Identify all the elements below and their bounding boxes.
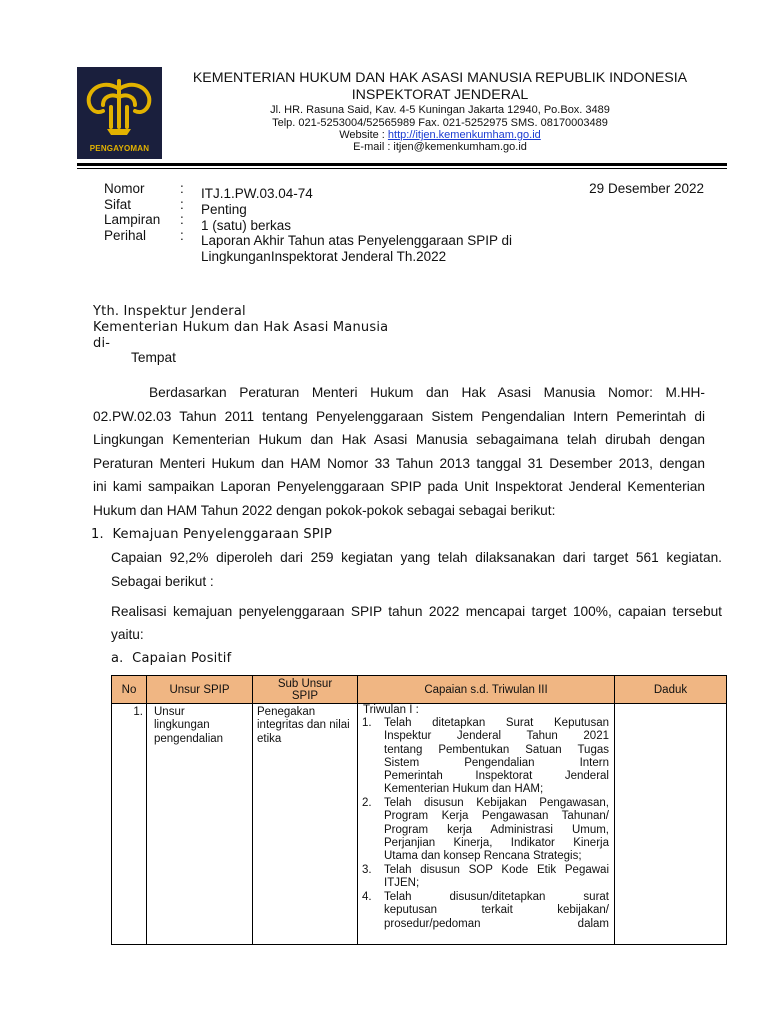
ministry-name: KEMENTERIAN HUKUM DAN HAK ASASI MANUSIA REPUBLIK INDONESIA <box>192 70 688 86</box>
sub-unsur-cell <box>257 706 357 746</box>
sifat-label: Sifat <box>104 197 132 212</box>
email-line: E-mail : itjen@kemenkumham.go.id <box>353 141 527 153</box>
letterhead-rule-thin <box>77 168 727 169</box>
item-text <box>384 797 609 863</box>
paragraph-line: ini kami sampaikan Laporan Penyelenggaraan SPIP pada Unit Inspektorat Jenderal Kementerian <box>93 479 705 495</box>
nomor-label: Nomor <box>104 181 145 196</box>
sifat-value: Penting <box>201 202 247 217</box>
nomor-value: ITJ.1.PW.03.04-74 <box>201 186 313 201</box>
perihal-label: Perihal <box>104 228 147 243</box>
colon: : <box>180 181 184 196</box>
website-label: Website : <box>339 129 388 141</box>
col-header-unsur: Unsur SPIP <box>147 676 253 703</box>
item-line: Telah disusun Kebijakan Pengawasan, <box>384 797 609 809</box>
paragraph-line: 02.PW.02.03 Tahun 2011 tentang Penyelenggaraan Sistem Pengendalian Intern Pemerintah di <box>93 408 705 424</box>
item-line: Sistem Pengendalian Intern <box>384 756 609 769</box>
colon: : <box>180 212 184 227</box>
row-number: 1. <box>133 706 143 718</box>
recipient-di: di- <box>93 336 111 351</box>
table-header <box>112 676 726 704</box>
paragraph-line: Hukum dan HAM Tahun 2022 dengan pokok-pokok sebagai sebagai berikut: <box>93 502 556 518</box>
item-number: 1. <box>362 717 372 729</box>
letterhead-rule-thick <box>77 163 727 166</box>
website-line <box>170 129 710 141</box>
perihal-value-line1: Laporan Akhir Tahun atas Penyelenggaraan SPIP di <box>201 233 512 248</box>
item-line: Telah ditetapkan Surat Keputusan <box>384 717 609 729</box>
item-line: Program Kerja Pengawasan Tahunan/ <box>384 810 609 823</box>
sub-unsur-line1: Sub Unsur <box>277 677 333 690</box>
unsur-line: Unsur <box>154 706 185 718</box>
colon: : <box>180 228 184 243</box>
address-line: Jl. HR. Rasuna Said, Kav. 4-5 Kuningan Jakarta 12940, Po.Box. 3489 <box>270 104 610 116</box>
item-line: tentang Pembentukan Satuan Tugas <box>384 743 609 756</box>
paragraph-line: Lingkungan Kementerian Hukum dan Hak Asasi Manusia sebagaimana telah dirubah dengan <box>93 432 705 448</box>
item-number: 3. <box>362 864 372 876</box>
unsur-cell <box>154 706 250 746</box>
item-line: Inspektur Jenderal Tahun 2021 <box>384 730 609 743</box>
col-header-capaian: Capaian s.d. Triwulan III <box>358 676 615 703</box>
paragraph-line: Peraturan Menteri Hukum dan HAM Nomor 33 Tahun 2013 tanggal 31 Desember 2013, dengan <box>93 455 705 471</box>
col-header-no: No <box>112 676 147 703</box>
item-line: Program kerja Administrasi Umum, <box>384 823 609 836</box>
recipient-title: Yth. Inspektur Jenderal <box>93 304 246 319</box>
item-line: Telah disusun SOP Kode Etik Pegawai <box>384 864 609 876</box>
unit-name: INSPEKTORAT JENDERAL <box>351 87 529 103</box>
item-line: Perjanjian Kinerja, Indikator Kinerja <box>384 836 609 849</box>
item-line: ITJEN; <box>384 877 420 890</box>
lampiran-value: 1 (satu) berkas <box>201 218 292 233</box>
capaian-line1: Capaian 92,2% diperoleh dari 259 kegiatan yang telah dilaksanakan dari target 561 kegiatan. <box>111 550 722 565</box>
section-1-title: 1. Kemajuan Penyelenggaraan SPIP <box>91 527 332 542</box>
column-divider <box>146 703 147 944</box>
capaian-line2: Sebagai berikut : <box>111 574 214 589</box>
sub-unsur-line: Penegakan <box>257 706 316 718</box>
sub-unsur-line: integritas dan nilai <box>257 719 350 732</box>
triwulan-label: Triwulan I : <box>363 704 419 716</box>
column-divider <box>357 703 358 944</box>
letter-date: 29 Desember 2022 <box>589 181 704 196</box>
capaian-cell <box>362 704 612 942</box>
recipient-org: Kementerian Hukum dan Hak Asasi Manusia <box>93 320 389 335</box>
column-divider <box>614 703 615 944</box>
logo-text: PENGAYOMAN <box>89 144 150 153</box>
sub-a-title: a. Capaian Positif <box>111 651 232 666</box>
realisasi-line1: Realisasi kemajuan penyelenggaraan SPIP tahun 2022 mencapai target 100%, capaian tersebut <box>111 604 722 619</box>
item-line: keputusan terkait kebijakan/ <box>384 904 609 917</box>
item-line: prosedur/pedoman dalam <box>384 917 609 930</box>
item-line: Telah disusun/ditetapkan surat <box>384 891 609 903</box>
ministry-logo <box>77 67 162 159</box>
sub-unsur-line2: SPIP <box>291 689 319 702</box>
recipient-place: Tempat <box>131 350 176 365</box>
item-line: Utama dan konsep Rencana Strategis; <box>384 850 582 863</box>
item-text <box>384 717 609 797</box>
sub-unsur-line: etika <box>257 732 282 745</box>
col-header-daduk: Daduk <box>653 683 688 696</box>
col-header-sub-unsur <box>253 676 358 703</box>
lampiran-label: Lampiran <box>104 212 161 227</box>
item-text <box>384 891 609 931</box>
tree-emblem-icon <box>77 67 162 147</box>
paragraph-line: Berdasarkan Peraturan Menteri Hukum dan Hak Asasi Manusia Nomor: M.HH- <box>149 385 705 400</box>
website-link[interactable]: http://itjen.kemenkumham.go.id <box>387 129 541 141</box>
item-line: Kementerian Hukum dan HAM; <box>384 783 544 796</box>
perihal-value-line2: LingkunganInspektorat Jenderal Th.2022 <box>201 249 447 264</box>
item-line: Pemerintah Inspektorat Jenderal <box>384 770 609 783</box>
unsur-line: lingkungan <box>154 719 210 732</box>
item-number: 2. <box>362 797 372 809</box>
item-text <box>384 864 609 891</box>
unsur-line: pengendalian <box>154 732 224 745</box>
column-divider <box>252 703 253 944</box>
capaian-table <box>111 675 727 945</box>
realisasi-line2: yaitu: <box>111 627 144 642</box>
item-number: 4. <box>362 891 372 903</box>
colon: : <box>180 197 184 212</box>
phone-line: Telp. 021-5253004/52565989 Fax. 021-5252975 SMS. 08170003489 <box>272 117 608 129</box>
opening-paragraph <box>93 381 705 523</box>
